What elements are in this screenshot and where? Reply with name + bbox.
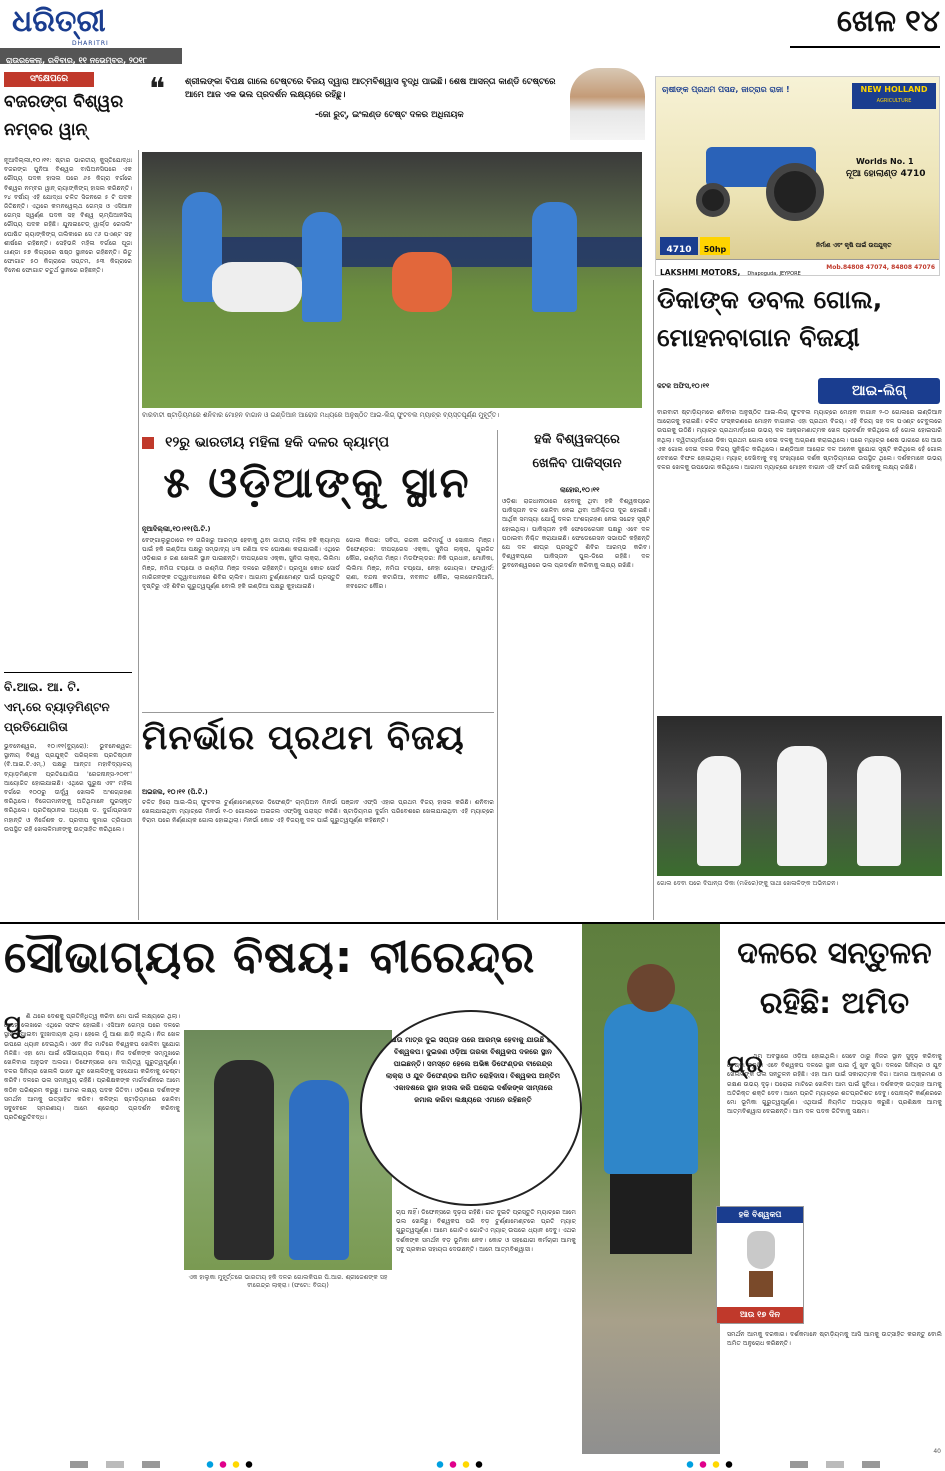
ileague-tag-text: ଆଇ-ଲିଗ୍: [852, 383, 906, 399]
amit-headline-2: ରହିଛି: ଅମିତ: [759, 986, 910, 1021]
amit-headline-1: ଦଳରେ ସନ୍ତୁଳନ: [737, 936, 932, 971]
worlds-no1: Worlds No. 1: [856, 157, 914, 166]
brief-headline-2: ନମ୍ବର ୱାନ୍: [4, 120, 88, 140]
quote-mark-icon: ❝: [149, 72, 166, 107]
dika-dateline: କଟକ ଅଫିସ,୧୦।୧୧: [657, 382, 710, 390]
dealer-bar: [656, 259, 939, 275]
player-maroon: [212, 262, 302, 312]
football-photo-caption: ବାରବାଟୀ ଷ୍ଟାଡ଼ିୟମରେ ଶନିବାର ମୋହନ ବାଗାନ ଓ ଇଣ୍ଡିଆନ ଆରୋଜ ମଧ୍ୟରେ ଅନୁଷ୍ଠିତ ଆଇ-ଲିଗ୍ ଫୁଟବଲ ମ୍ୟାଚ୍‌ର ବ୍ୟସ୍ତପୂର୍ଣ୍ଣ ମୁହୂର୍ତ୍ତ।: [142, 411, 500, 419]
dealer-mobile: Mob.84808 47074, 84808 47076: [826, 264, 935, 271]
badminton-headline-2: ଏମ୍.ରେ ବ୍ୟାଡ଼ମିଣ୍ଟନ: [4, 700, 110, 714]
brief-headline-1: ବଜରଙ୍ଗ ବିଶ୍ୱର: [4, 92, 124, 112]
masthead: [0, 0, 945, 72]
header-divider: [790, 46, 940, 48]
page-number: ୧୪: [905, 4, 940, 39]
amit-body: ଥମ ଅବସ୍ଥାରେ ଓଡ଼ିଆ ହୋଇଥିଲି। ସେବେ ଠାରୁ ନିଜର ସ୍ଥାନ ସୁଦୃଢ଼ କରିବାକୁ ଚେଷ୍ଟା କରୁଛି। ଏବେ ବିଶ୍ୱକପ ଦଳରେ ସ୍ଥାନ ପାଇ ମୁଁ ଖୁବ ଖୁସି। ଦଳରେ ସିନିୟର ଓ ଯୁବ ଖେଳାଳିଙ୍କ ଭଲ ସନ୍ତୁଳନ ରହିଛି। ଏହା ଆମ ପାଇଁ ସକାରାତ୍ମକ ଦିଗ। ଆମର ଆକ୍ରମଣ ଓ ରକ୍ଷଣ ଉଭୟ ଦୃଢ଼। ଘରୋଇ ମାଟିରେ ଖେଳିବା ଆମ ପାଇଁ ସୁବିଧା। ଦର୍ଶକଙ୍କ ଉତ୍ସାହ ଆମକୁ ଅତିରିକ୍ତ ଶକ୍ତି ଦେବ। ଆମେ ପ୍ରତି ମ୍ୟାଚ୍‌ରେ ଶତପ୍ରତିଶତ ଦେବୁ। ପେନାଲ୍ଟି କର୍ଣ୍ଣରରେ ମୋ ଭୂମିକା ଗୁରୁତ୍ୱପୂର୍ଣ୍ଣ। ଏଥିପାଇଁ ନିୟମିତ ଅଭ୍ୟାସ କରୁଛି। ପ୍ରଶିକ୍ଷକ ଆମକୁ ଆତ୍ମବିଶ୍ୱାସ ଦେଇଛନ୍ତି। ଆମ ଦଳ ପଦକ ଜିତିବାକୁ ସକ୍ଷମ।: [727, 1053, 942, 1116]
celebration-caption: ଗୋଲ ଦେବା ପରେ ଦିପାନ୍ତା ଡିକା (ମଝିରେ)ଙ୍କୁ ସାଥୀ ଖେଳାଳିଙ୍କ ଅଭିନନ୍ଦନ।: [657, 880, 839, 887]
pakistan-headline-2: ଖେଳିବ ପାକିସ୍ତାନ: [532, 456, 622, 471]
worldcup-badge: [716, 1206, 804, 1324]
badminton-headline-1: ବି.ଆଇ. ଆ. ଟି.: [4, 680, 81, 694]
hockey-dateline: ନୂଆଦିଲ୍ଲୀ,୧୦।୧୧(ପି.ଟି.): [142, 525, 211, 533]
amit-figure-shorts: [610, 1174, 692, 1254]
trophy-cup: [747, 1231, 775, 1269]
pakistan-dateline: ଲାହୋର,୧୦।୧୧: [560, 486, 600, 494]
dateline: ରାଉରକେଲା, ରବିବାର, ୧୧ ନଭେମ୍ବର, ୨୦୧୮: [6, 56, 148, 65]
worldcup-badge-title: ହକି ବିଶ୍ୱକପ: [717, 1207, 803, 1223]
sreejesh-figure: [214, 1060, 274, 1260]
logo-subtext: DHARITRI: [72, 40, 109, 47]
cmyk-dots-3: [685, 1461, 735, 1468]
trophy-base: [749, 1271, 773, 1297]
tractor-ad: [655, 76, 940, 276]
dika-headline-1: ଡିକାଙ୍କ ଡବଲ ଗୋଲ,: [657, 285, 883, 314]
birendra-photo: [184, 1030, 392, 1270]
ileague-tag: [818, 378, 940, 404]
birendra-headline: ସୌଭାଗ୍ୟର ବିଷୟ: ବୀରେନ୍ଦ୍ର: [4, 932, 536, 983]
pakistan-body: ଓଡ଼ିଶା ରାଜଧାନୀଠାରେ ହେବାକୁ ଥିବା ହକି ବିଶ୍ୱକପ୍‌ରେ ପାକିସ୍ତାନ ଦଳ ଖେଳିବା ନେଇ ଥିବା ଅନିଶ୍ଚିତତା ଦୂର ହୋଇଛି। ଆର୍ଥିକ ସମସ୍ୟା ଯୋଗୁଁ ଦଳର ଅଂଶଗ୍ରହଣ ନେଇ ସନ୍ଦେହ ସୃଷ୍ଟି ହୋଇଥିଲା। ପାକିସ୍ତାନ ହକି ଫେଡେରେସନ ପକ୍ଷରୁ ଏବେ ଦଳ ପଠାଇବା ନିଶ୍ଚିତ କରାଯାଇଛି। ଫେଡେରେସନ ସଭାପତି କହିଛନ୍ତି ଯେ ଦଳ ଶୀଘ୍ର ପ୍ରସ୍ତୁତି ଶିବିର ଆରମ୍ଭ କରିବ। ବିଶ୍ୱକପ୍‌ରେ ପାକିସ୍ତାନ ପୁଲ-ଡିରେ ରହିଛି। ଦଳ ଭୁବନେଶ୍ୱରରେ ଭଲ ପ୍ରଦର୍ଶନ କରିବାକୁ ଲକ୍ଷ୍ୟ ରଖିଛି।: [502, 498, 650, 570]
brief-label: ସଂକ୍ଷେପରେ: [4, 72, 94, 87]
brief-body: ନୂଆଦିଲ୍ଲୀ,୧୦।୧୧: ଷ୍ଟାର ଭାରତୀୟ କୁସ୍ତିଯୋଦ୍ଧା ବଜରଙ୍ଗ ପୁନିଆ ବିଶ୍ୱର ବାପିଅନସିପରେ ଏକ ରୌପ୍ୟ ପଦକ ହାସଲ ପରେ ୬୫ କିଗ୍ରା ବର୍ଗରେ ବିଶ୍ୱର ନମ୍ବର ୱାନ୍ ର‍୍ୟାଙ୍କିଙ୍ଗ୍ ହାସଲ କରିଛନ୍ତି। ୨୪ ବର୍ଷୀୟ ଏହି ଯୋଦ୍ଧା ଚଳିତ ସିଜନରେ ୫ ଟି ପଦକ ଜିତିଛନ୍ତି। ଏଥିରେ କମନୱେଲ୍ଥ ଗେମ୍ସ ଓ ଏସିଆନ ଗେମ୍ସ ସ୍ୱର୍ଣ୍ଣ ପଦକ ସହ ବିଶ୍ୱ ଚାମ୍ପିଆନସିପ୍ ରୌପ୍ୟ ପଦକ ରହିଛି। ଯୁନାଇଟେଡ୍ ୱାର୍ଲ୍ଡ ରେସଲିଂ ଘୋଷିତ ର‍୍ୟାଙ୍କିଙ୍ଗ୍ ତାଲିକାରେ ସେ ୯୬ ପଏଣ୍ଟ ସହ ଶୀର୍ଷରେ ରହିଛନ୍ତି। ସେହିଭଳି ମହିଳା ବର୍ଗରେ ପୂଜା ଧାଣ୍ଡା ୫୭ କିଗ୍ରାରେ ଷଷ୍ଠ ସ୍ଥାନରେ ରହିଛନ୍ତି। ରିତୁ ଫୋଗାଟ ୫୦ କିଗ୍ରାରେ ସପ୍ତମ, ୫୩ କିଗ୍ରାରେ ବିନେଶ ଫୋଗାଟ ଚତୁର୍ଥ ସ୍ଥାନରେ ରହିଛନ୍ତି।: [4, 157, 132, 275]
football-match-photo: [142, 152, 642, 408]
dealer-name: LAKSHMI MOTORS,: [660, 268, 741, 277]
newspaper-logo: [12, 4, 172, 50]
celebration-photo: [657, 716, 942, 876]
birendra-drop-cap: ପୁ: [4, 1010, 22, 1038]
player-blue-3: [532, 202, 577, 312]
tractor-graphic: [676, 127, 826, 222]
birendra-body-2: ଚାପ ନାହିଁ। ଡିଫେନ୍ସରେ ଦୃଢ଼ତା ରହିଛି। ଗତ ଦୁଇଟି ପ୍ରସ୍ତୁତି ମ୍ୟାଚ୍‌ରେ ଆମେ ଭଲ ଖେଳିଛୁ। ବିଶ୍ୱକପ ପରି ବଡ଼ ଟୁର୍ଣ୍ଣାମେଣ୍ଟରେ ପ୍ରତି ମ୍ୟାଚ୍ ଗୁରୁତ୍ୱପୂର୍ଣ୍ଣ। ଆମେ ଗୋଟିଏ ଗୋଟିଏ ମ୍ୟାଚ୍ ଉପରେ ଧ୍ୟାନ ଦେବୁ। ଏଥର ଦର୍ଶକଙ୍କ ସମର୍ଥନ ବଡ଼ ଭୂମିକା ନେବ। କୋଚ ଓ ସହଯୋଗୀ କର୍ମଚାରୀ ଆମକୁ ସବୁ ପ୍ରକାର ସହାୟତା ଦେଉଛନ୍ତି। ଆମେ ଆତ୍ମବିଶ୍ୱାସୀ।: [396, 1209, 576, 1253]
section-divider: [0, 922, 945, 924]
kicker-bullet-icon: [142, 437, 154, 449]
hockey-body: ବେଙ୍ଗାଲୁରୁଠାରେ ୧୨ ତାରିଖରୁ ଆରମ୍ଭ ହେବାକୁ ଥିବା ଜାତୀୟ ମହିଳା ହକି କ୍ୟାମ୍ପ ପାଇଁ ହକି ଇଣ୍ଡିଆ ପକ୍ଷରୁ ସମ୍ଭାବ୍ୟ ୪୩ ଜଣିଆ ଦଳ ଘୋଷଣା କରାଯାଇଛି। ଏଥିରେ ଓଡ଼ିଶାର ୫ ଜଣ ଖେଳାଳି ସ୍ଥାନ ପାଇଛନ୍ତି। ଦୀପଗ୍ରେସ ଏକ୍କା, ସୁନିତା ଲାକ୍ରା, ଲିଲିମା ମିଞ୍ଜ, ନମିତା ଟପ୍ପୋ ଓ ରଶ୍ମିତା ମିଞ୍ଜ ଦଳରେ ରହିଛନ୍ତି। ପ୍ରମୁଖ କୋଚ ସୋର୍ଡ ମାରିଜନଙ୍କ ତତ୍ତ୍ୱାବଧାନରେ ଶିବିର ଚାଲିବ। ଆଗାମୀ ଟୁର୍ଣ୍ଣାମେଣ୍ଟ ପାଇଁ ପ୍ରସ୍ତୁତି ଦୃଷ୍ଟିରୁ ଏହି ଶିବିର ଗୁରୁତ୍ୱପୂର୍ଣ୍ଣ ବୋଲି ହକି ଇଣ୍ଡିଆ ପକ୍ଷରୁ କୁହାଯାଇଛି।: [142, 537, 340, 591]
dika-body: ବାରବାଟୀ ଷ୍ଟାଡ଼ିୟମରେ ଶନିବାର ଅନୁଷ୍ଠିତ ଆଇ-ଲିଗ୍ ଫୁଟବଲ ମ୍ୟାଚ୍‌ରେ ମୋହନ ବାଗାନ ୨-୦ ଗୋଲରେ ଇଣ୍ଡିଆନ ଆରୋଜକୁ ହରାଇଛି। ଚଳିତ ସଂସ୍କରଣରେ ମୋହନ ବାଗାନର ଏହା ପ୍ରଥମ ବିଜୟ। ଏହି ବିଜୟ ସହ ଦଳ ପଏଣ୍ଟ ଟେବୁଲରେ ଉପରକୁ ଉଠିଛି। ମ୍ୟାଚ୍‌ର ପ୍ରଥମାର୍ଦ୍ଧରେ ଉଭୟ ଦଳ ଆକ୍ରମଣାତ୍ମକ ଖେଳ ପ୍ରଦର୍ଶନ କରିଥିଲେ ହେଁ ଗୋଲ ହୋଇପାରି ନଥିଲା। ଦ୍ୱିତୀୟାର୍ଦ୍ଧରେ ଡିକା ପ୍ରଥମ ଗୋଲ ଦେଇ ଦଳକୁ ଅଗ୍ରଣୀ କରାଇଥିଲେ। ପରେ ମ୍ୟାଚ୍‌ର ଶେଷ ଭାଗରେ ସେ ଆଉ ଏକ ଗୋଲ ଦେଇ ଦଳର ବିଜୟ ସୁନିଶ୍ଚିତ କରିଥିଲେ। ଇଣ୍ଡିଆନ ଆରୋଜ ଦଳ ଅନେକ ସୁଯୋଗ ସୃଷ୍ଟି କରିଥିଲେ ହେଁ ଗୋଲ ଦେବାରେ ବିଫଳ ହୋଇଥିଲା। ମ୍ୟାଚ୍ ଦେଖିବାକୁ ବହୁ ସଂଖ୍ୟାରେ ଦର୍ଶକ ଷ୍ଟାଡ଼ିୟମରେ ଉପସ୍ଥିତ ଥିଲେ। ଦର୍ଶକମାନେ ଉଭୟ ଦଳର ଖେଳକୁ ଉପଭୋଗ କରିଥିଲେ। ଆଗାମୀ ମ୍ୟାଚ୍‌ରେ ମୋହନ ବାଗାନ ଏହି ଫର୍ମ ଜାରି ରଖିବାକୁ ଲକ୍ଷ୍ୟ ରଖିଛି।: [657, 409, 942, 472]
section-name: ଖେଳ: [836, 4, 897, 39]
minerva-body: ଚଳିତ ହିରୋ ଆଇ-ଲିଗ୍ ଫୁଟବଲ ଟୁର୍ଣ୍ଣାମେଣ୍ଟରେ ଡିଫେଣ୍ଡିଂ ଚାମ୍ପିଅନ ମିନର୍ଭା ପଞ୍ଜାବ ଏଫ୍‌ସି ଏହାର ପ୍ରଥମ ବିଜୟ ହାସଲ କରିଛି। ଶନିବାର ଖେଳାଯାଇଥିବା ମ୍ୟାଚ୍‌ରେ ମିନର୍ଭା ୧-୦ ଗୋଲରେ ଅଇଜଲ ଏଫ୍‌ସିକୁ ପରାସ୍ତ କରିଛି। ଷ୍ଟାଡ଼ିୟମର ଦୁର୍ଗମ ପରିବେଶରେ ଖେଳାଯାଇଥିବା ଏହି ମ୍ୟାଚ୍‌ରେ ବିରାମ ପରେ ନିର୍ଣ୍ଣାୟକ ଗୋଲ ହୋଇଥିଲା। ମିନର୍ଭା କୋଚ ଏହି ବିଜୟକୁ ଦଳ ପାଇଁ ଗୁରୁତ୍ୱପୂର୍ଣ୍ଣ କହିଛନ୍ତି।: [142, 799, 494, 825]
logo-text: ଧରିତ୍ରୀ: [12, 4, 106, 39]
ad-footer-line: ନିର୍ମାଣ ଏବଂ କୃଷି ପାଇଁ ଉପଯୁକ୍ତ: [816, 242, 892, 249]
amit-photo: [582, 924, 720, 1454]
birendra-body-1: ଣି ଥରେ ଦେଶକୁ ପ୍ରତିନିଧିତ୍ୱ କରିବା ମୋ ପାଇଁ ଲକ୍ଷ୍ୟରେ ଥିଲା। ସେହେ ଲେଖରେ ଏଥିରେ ସଫଳ ହୋଇଛି। ଏସିଆନ ଗେମ୍ସ ପରେ ଦଳରେ ସ୍ଥାନ ନପାଇବା ଦୁଃଖଦାୟକ ଥିଲା। ହେଲେ ମୁଁ ଆଶା ଛାଡ଼ି ନଥିଲି। ନିଜ ଖେଳ ଉପରେ ଧ୍ୟାନ ଦେଇଥିଲି। ଏବେ ନିଜ ମାଟିରେ ବିଶ୍ୱକପ ଖେଳିବା ସୁଯୋଗ ମିଳିଛି। ଏହା ମୋ ପାଇଁ ସୌଭାଗ୍ୟର ବିଷୟ। ନିଜ ଦର୍ଶକଙ୍କ ସମ୍ମୁଖରେ ଖେଳିବାର ଅନୁଭବ ଅଲଗା। ଡିଫେନ୍ସରେ ମୋ ଦାୟିତ୍ୱ ଗୁରୁତ୍ୱପୂର୍ଣ୍ଣ। ଦଳର ସିନିୟର ଖେଳାଳି ଭାବେ ଯୁବ ଖେଳାଳିଙ୍କୁ ସହଯୋଗ କରିବାକୁ ଚେଷ୍ଟା କରିବି। ଦଳରେ ଭଲ ସମନ୍ୱୟ ରହିଛି। ପ୍ରଶିକ୍ଷକଙ୍କ ମାର୍ଗଦର୍ଶନରେ ଆମେ କଠିନ ପରିଶ୍ରମ କରୁଛୁ। ଆମର ଲକ୍ଷ୍ୟ ପଦକ ଜିତିବା। ଓଡ଼ିଶାର ଦର୍ଶକଙ୍କ ସମର୍ଥନ ଆମକୁ ଉତ୍ସାହିତ କରିବ। କଳିଙ୍ଗ ଷ୍ଟାଡ଼ିୟମରେ ଖେଳିବା ସବୁବେଳେ ସ୍ମରଣୀୟ। ଆମେ ଶ୍ରେଷ୍ଠ ପ୍ରଦର୍ଶନ କରିବାକୁ ପ୍ରତିଶ୍ରୁତିବଦ୍ଧ।: [4, 1013, 180, 1122]
amit-body-2: ସମର୍ଥନ ଆମକୁ ଦରକାର। ଦର୍ଶକମାନେ ଷ୍ଟାଡ଼ିୟମକୁ ଆସି ଆମକୁ ଉତ୍ସାହିତ କରନ୍ତୁ ବୋଲି ଅମିତ ଅନୁରୋଧ କରିଛନ୍ତି।: [727, 1331, 942, 1348]
celebration-player-1: [697, 756, 741, 866]
hockey-kicker-box: [142, 432, 492, 454]
hockey-headline: ୫ ଓଡ଼ିଆଙ୍କୁ ସ୍ଥାନ: [163, 458, 471, 507]
reg-marks-right: [790, 1461, 880, 1468]
badminton-body: ଭୁବନେଶ୍ୱର, ୧୦।୧୧(ବ୍ୟୁରୋ): ଭୁବନେଶ୍ୱର: ସ୍ଥାନୀୟ ବିଶ୍ୱ ପ୍ରଯୁକ୍ତି ପରିଚାଳନା ପ୍ରତିଷ୍ଠାନ (ବି.ଆଇ.ଟି.ଏମ୍.) ପକ୍ଷରୁ ଆନ୍ତଃ ମହାବିଦ୍ୟାଳୟ ବ୍ୟାଡ଼ମିଣ୍ଟନ ପ୍ରତିଯୋଗିତା 'ରେଜନାନ୍ସ-୨୦୧୮' ଆୟୋଜିତ ହୋଇଯାଇଛି। ଏଥିରେ ପୁରୁଷ ଏବଂ ମହିଳା ବର୍ଗରେ ୧୦୦ରୁ ଊର୍ଦ୍ଧ୍ୱ ଖେଳାଳି ଅଂଶଗ୍ରହଣ କରିଥିଲେ। ବିଜେତାମାନଙ୍କୁ ଅତିଥିମାନେ ପୁରସ୍କୃତ କରିଥିଲେ। ପ୍ରତିଷ୍ଠାନର ଅଧ୍ୟକ୍ଷ ଡ. ଦୁର୍ଗାପ୍ରସାଦ ମହାନ୍ତି ଓ ନିର୍ଦ୍ଦେଶକ ଡ. ପ୍ରଦୀପ କୁମାର ତ୍ରିପାଠୀ ଉପସ୍ଥିତ ରହି ଖେଳାଳିମାନଙ୍କୁ ଉତ୍ସାହିତ କରିଥିଲେ।: [4, 743, 132, 833]
section-heading: [790, 4, 940, 44]
pull-quote-circle: [360, 1010, 582, 1206]
tractor-rear-wheel: [766, 163, 824, 221]
left-column-rule: [138, 150, 139, 920]
new-model: ନୂଆ ହୋଲାଣ୍ଡ 4710: [846, 169, 926, 179]
amit-drop-cap: ପ୍ର: [727, 1050, 764, 1078]
cmyk-dots-2: [435, 1461, 485, 1468]
model-badge-text: 4710: [666, 245, 692, 255]
dealer-address: Dhapoguda, JEYPORE: [747, 271, 801, 277]
pull-quote-text: ଆଉ ମାତ୍ର ଦୁଇ ସପ୍ତାହ ପରେ ଆରମ୍ଭ ହେବାକୁ ଯାଉଛି ହକି ବିଶ୍ୱକପ। ଦୁଇଜଣ ଓଡ଼ିଆ ତାରକା ବିଶ୍ୱକପ ଦଳରେ ସ୍ଥାନ ପାଇଛନ୍ତି। ସମସ୍ତେ ହେଲେ ଅଭିଜ୍ଞ ଡିଫେଣ୍ଡର ବୀରେନ୍ଦ୍ର ଲାକ୍ରା ଓ ଯୁବ ଡିଫେଣ୍ଡର ଅମିତ ରୋହିଦାସ। ବିଶ୍ୱକପ ଅନ୍ତିମ ଏକାଦଶରେ ସ୍ଥାନ ହାସଲ କରି ଘରୋଇ ଦର୍ଶକଙ୍କ ସାମ୍ନାରେ ଜମାଲ କରିବା ଲକ୍ଷ୍ୟରେ ଏମାନେ ରହିଛନ୍ତି: [385, 1035, 561, 1104]
pakistan-left-rule: [497, 430, 498, 920]
quote-box: [145, 68, 650, 142]
hp-badge: [700, 237, 730, 255]
briefs-column: [0, 72, 137, 920]
print-registration-bar: [0, 1448, 945, 1471]
quote-text: ଶ୍ରୀଲଙ୍କା ବିପକ୍ଷ ଗାଲେ ଟେଷ୍ଟରେ ବିଜୟ ଦ୍ୱାରା ଆତ୍ମବିଶ୍ୱାସ ବୃଦ୍ଧି ପାଇଛି। ଶେଷ ଆସନ୍ତା କାଣ୍ଡି ଟେଷ୍ଟରେ ଆମେ ଆଜ ଏକ ଭଲ ପ୍ରଦର୍ଶନ ଲକ୍ଷ୍ୟରେ ରହିଛୁ।: [185, 77, 556, 100]
trophy-icon: [741, 1231, 781, 1301]
worldcup-countdown: ଆଉ ୧୭ ଦିନ: [717, 1307, 803, 1323]
pakistan-headline-1: ହକି ବିଶ୍ୱକପ୍‌ରେ: [534, 432, 620, 447]
birendra-figure: [289, 1080, 349, 1260]
minerva-headline: ମିନର୍ଭାର ପ୍ରଥମ ବିଜୟ: [142, 718, 465, 758]
brief-divider: [4, 672, 132, 673]
reg-marks-left: [70, 1461, 160, 1468]
dika-headline-2: ମୋହନବାଗାନ ବିଜୟୀ: [657, 323, 860, 352]
minerva-dateline: ଅଇଜଲ, ୧୦।୧୧ (ପି.ଟି.): [142, 788, 208, 796]
hockey-squad-list: ଗୋଲ କିପର: ସବିତା, ରଜନୀ ଇଟିମାର୍ପୁ ଓ ସୋନାଲ ମିଞ୍ଜ। ଡିଫେଣ୍ଡର: ଦୀପଗ୍ରେସ ଏକ୍କା, ସୁନିତା ଲାକ୍ରା, ଗୁରଜିତ କୌର, ରଶ୍ମିତା ମିଞ୍ଜ। ମିଡଫିଲ୍ଡର: ନିକି ପ୍ରଧାନ, ମୋନିକା, ଲିଲିମା ମିଞ୍ଜ, ନମିତା ଟପ୍ପୋ, ନେହା ଗୋୟଲ। ଫରୱାର୍ଡ: ରାଣୀ, ବନ୍ଦନା କଟାରିଆ, ନବନୀତ କୌର, ଲାଲରେମସିଆମି, ନବଜୋତ କୌର।: [346, 537, 494, 591]
ad-tagline: ଚାଷୀଙ୍କ ପ୍ରଥମ ପସନ୍ଦ, ଜାତ୍ରାର ରାଜା !: [662, 85, 790, 94]
tractor-front-wheel: [696, 183, 730, 217]
hockey-kicker: ୧୨ରୁ ଭାରତୀୟ ମହିଳା ହକି ଦଳର କ୍ୟାମ୍ପ: [165, 434, 390, 451]
hp-badge-text: 50hp: [703, 245, 727, 254]
model-badge: [660, 237, 698, 255]
minerva-top-rule: [142, 712, 494, 713]
cmyk-dots-1: [205, 1461, 255, 1468]
celebration-player-2: [777, 746, 827, 866]
player-blue-2: [302, 212, 342, 322]
celebration-player-3: [857, 756, 901, 866]
center-right-rule: [653, 280, 654, 920]
brand-box: [852, 83, 936, 109]
brand-name: NEW HOLLAND: [860, 85, 928, 94]
amit-figure-head: [627, 964, 675, 1012]
player-orange: [392, 252, 452, 312]
badminton-headline-3: ପ୍ରତିଯୋଗିତା: [4, 720, 68, 734]
joe-root-photo: [570, 68, 645, 140]
dateline-bar: [0, 48, 182, 64]
brand-sub: AGRICULTURE: [876, 98, 912, 104]
quote-attribution: -ଜୋ ରୁଟ୍, ଇଂଲଣ୍ଡ ଟେଷ୍ଟ ଦଳର ଅଧିନାୟକ: [315, 110, 464, 120]
amit-figure-torso: [604, 1004, 698, 1174]
page-mark: 40: [933, 1448, 941, 1455]
birendra-photo-caption: ଏକ ହାଲୁକା ମୁହୂର୍ତ୍ତରେ ଭାରତୀୟ ହକି ଦଳର ଗୋଲକିପର ପି.ଆର. ଶ୍ରୀଜେଶଙ୍କ ସହ ବୀରେନ୍ଦ୍ର ଲାକ୍ରା। (ଫଟୋ: ବିଜୟ): [188, 1274, 388, 1289]
